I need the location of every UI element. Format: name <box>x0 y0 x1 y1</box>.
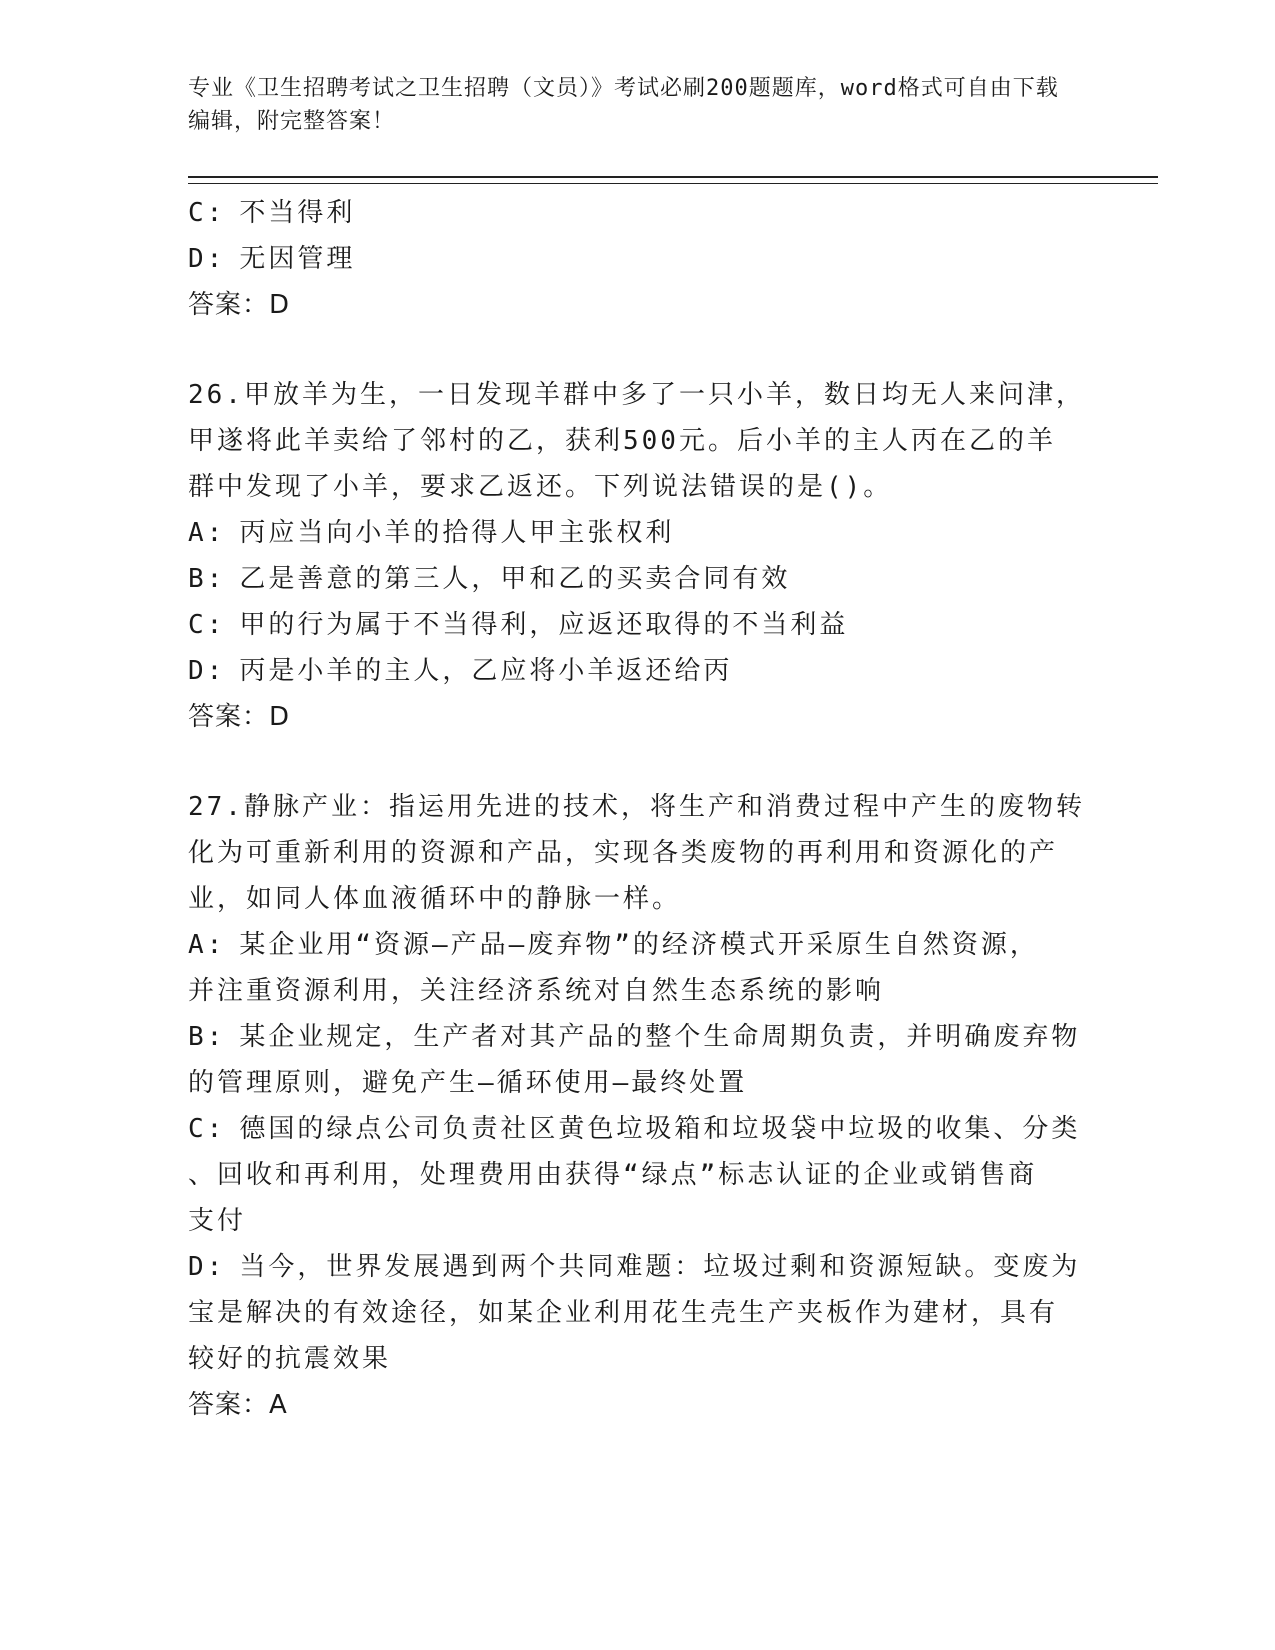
question-26-stem-line: 26.甲放羊为生，一日发现羊群中多了一只小羊，数日均无人来问津， <box>188 380 1085 410</box>
header-divider-thin <box>188 183 1158 184</box>
question-26-stem-line: 甲遂将此羊卖给了邻村的乙，获利500元。后小羊的主人丙在乙的羊 <box>188 426 1056 456</box>
document-header: 专业《卫生招聘考试之卫生招聘（文员）》考试必刷200题题库，word格式可自由下载编辑，附完整答案！ <box>188 76 1059 134</box>
option-b: B: 乙是善意的第三人，甲和乙的买卖合同有效 <box>188 564 791 594</box>
option-c-continued: 支付 <box>188 1206 247 1236</box>
option-d: D: 丙是小羊的主人，乙应将小羊返还给丙 <box>188 656 733 686</box>
option-d: D: 当今，世界发展遇到两个共同难题：垃圾过剩和资源短缺。变废为 <box>188 1252 1081 1282</box>
question-content <box>188 190 1088 1428</box>
option-b: B: 某企业规定，生产者对其产品的整个生命周期负责，并明确废弃物 <box>188 1022 1081 1052</box>
option-c: C: 不当得利 <box>188 198 356 228</box>
option-d-continued: 宝是解决的有效途径，如某企业利用花生壳生产夹板作为建材，具有 <box>188 1298 1059 1328</box>
answer: 答案：D <box>188 702 291 732</box>
question-26-stem-line: 群中发现了小羊，要求乙返还。下列说法错误的是()。 <box>188 472 893 502</box>
option-b-continued: 的管理原则，避免产生—循环使用—最终处置 <box>188 1068 748 1098</box>
option-c: C: 甲的行为属于不当得利，应返还取得的不当利益 <box>188 610 849 640</box>
option-d: D: 无因管理 <box>188 244 356 274</box>
option-d-continued: 较好的抗震效果 <box>188 1344 392 1374</box>
answer: 答案：A <box>188 1390 288 1420</box>
option-c: C: 德国的绿点公司负责社区黄色垃圾箱和垃圾袋中垃圾的收集、分类 <box>188 1114 1081 1144</box>
option-a: A: 丙应当向小羊的拾得人甲主张权利 <box>188 518 675 548</box>
option-a-continued: 并注重资源利用，关注经济系统对自然生态系统的影响 <box>188 976 885 1006</box>
option-a: A: 某企业用“资源—产品—废弃物”的经济模式开采原生自然资源， <box>188 930 1039 960</box>
header-divider-thick <box>188 176 1158 178</box>
question-27-stem-line: 业，如同人体血液循环中的静脉一样。 <box>188 884 682 914</box>
option-c-continued: 、回收和再利用，处理费用由获得“绿点”标志认证的企业或销售商 <box>188 1160 1038 1190</box>
question-27-stem-line: 27.静脉产业：指运用先进的技术，将生产和消费过程中产生的废物转 <box>188 792 1085 822</box>
answer: 答案：D <box>188 290 291 320</box>
question-27-stem-line: 化为可重新利用的资源和产品，实现各类废物的再利用和资源化的产 <box>188 838 1059 868</box>
